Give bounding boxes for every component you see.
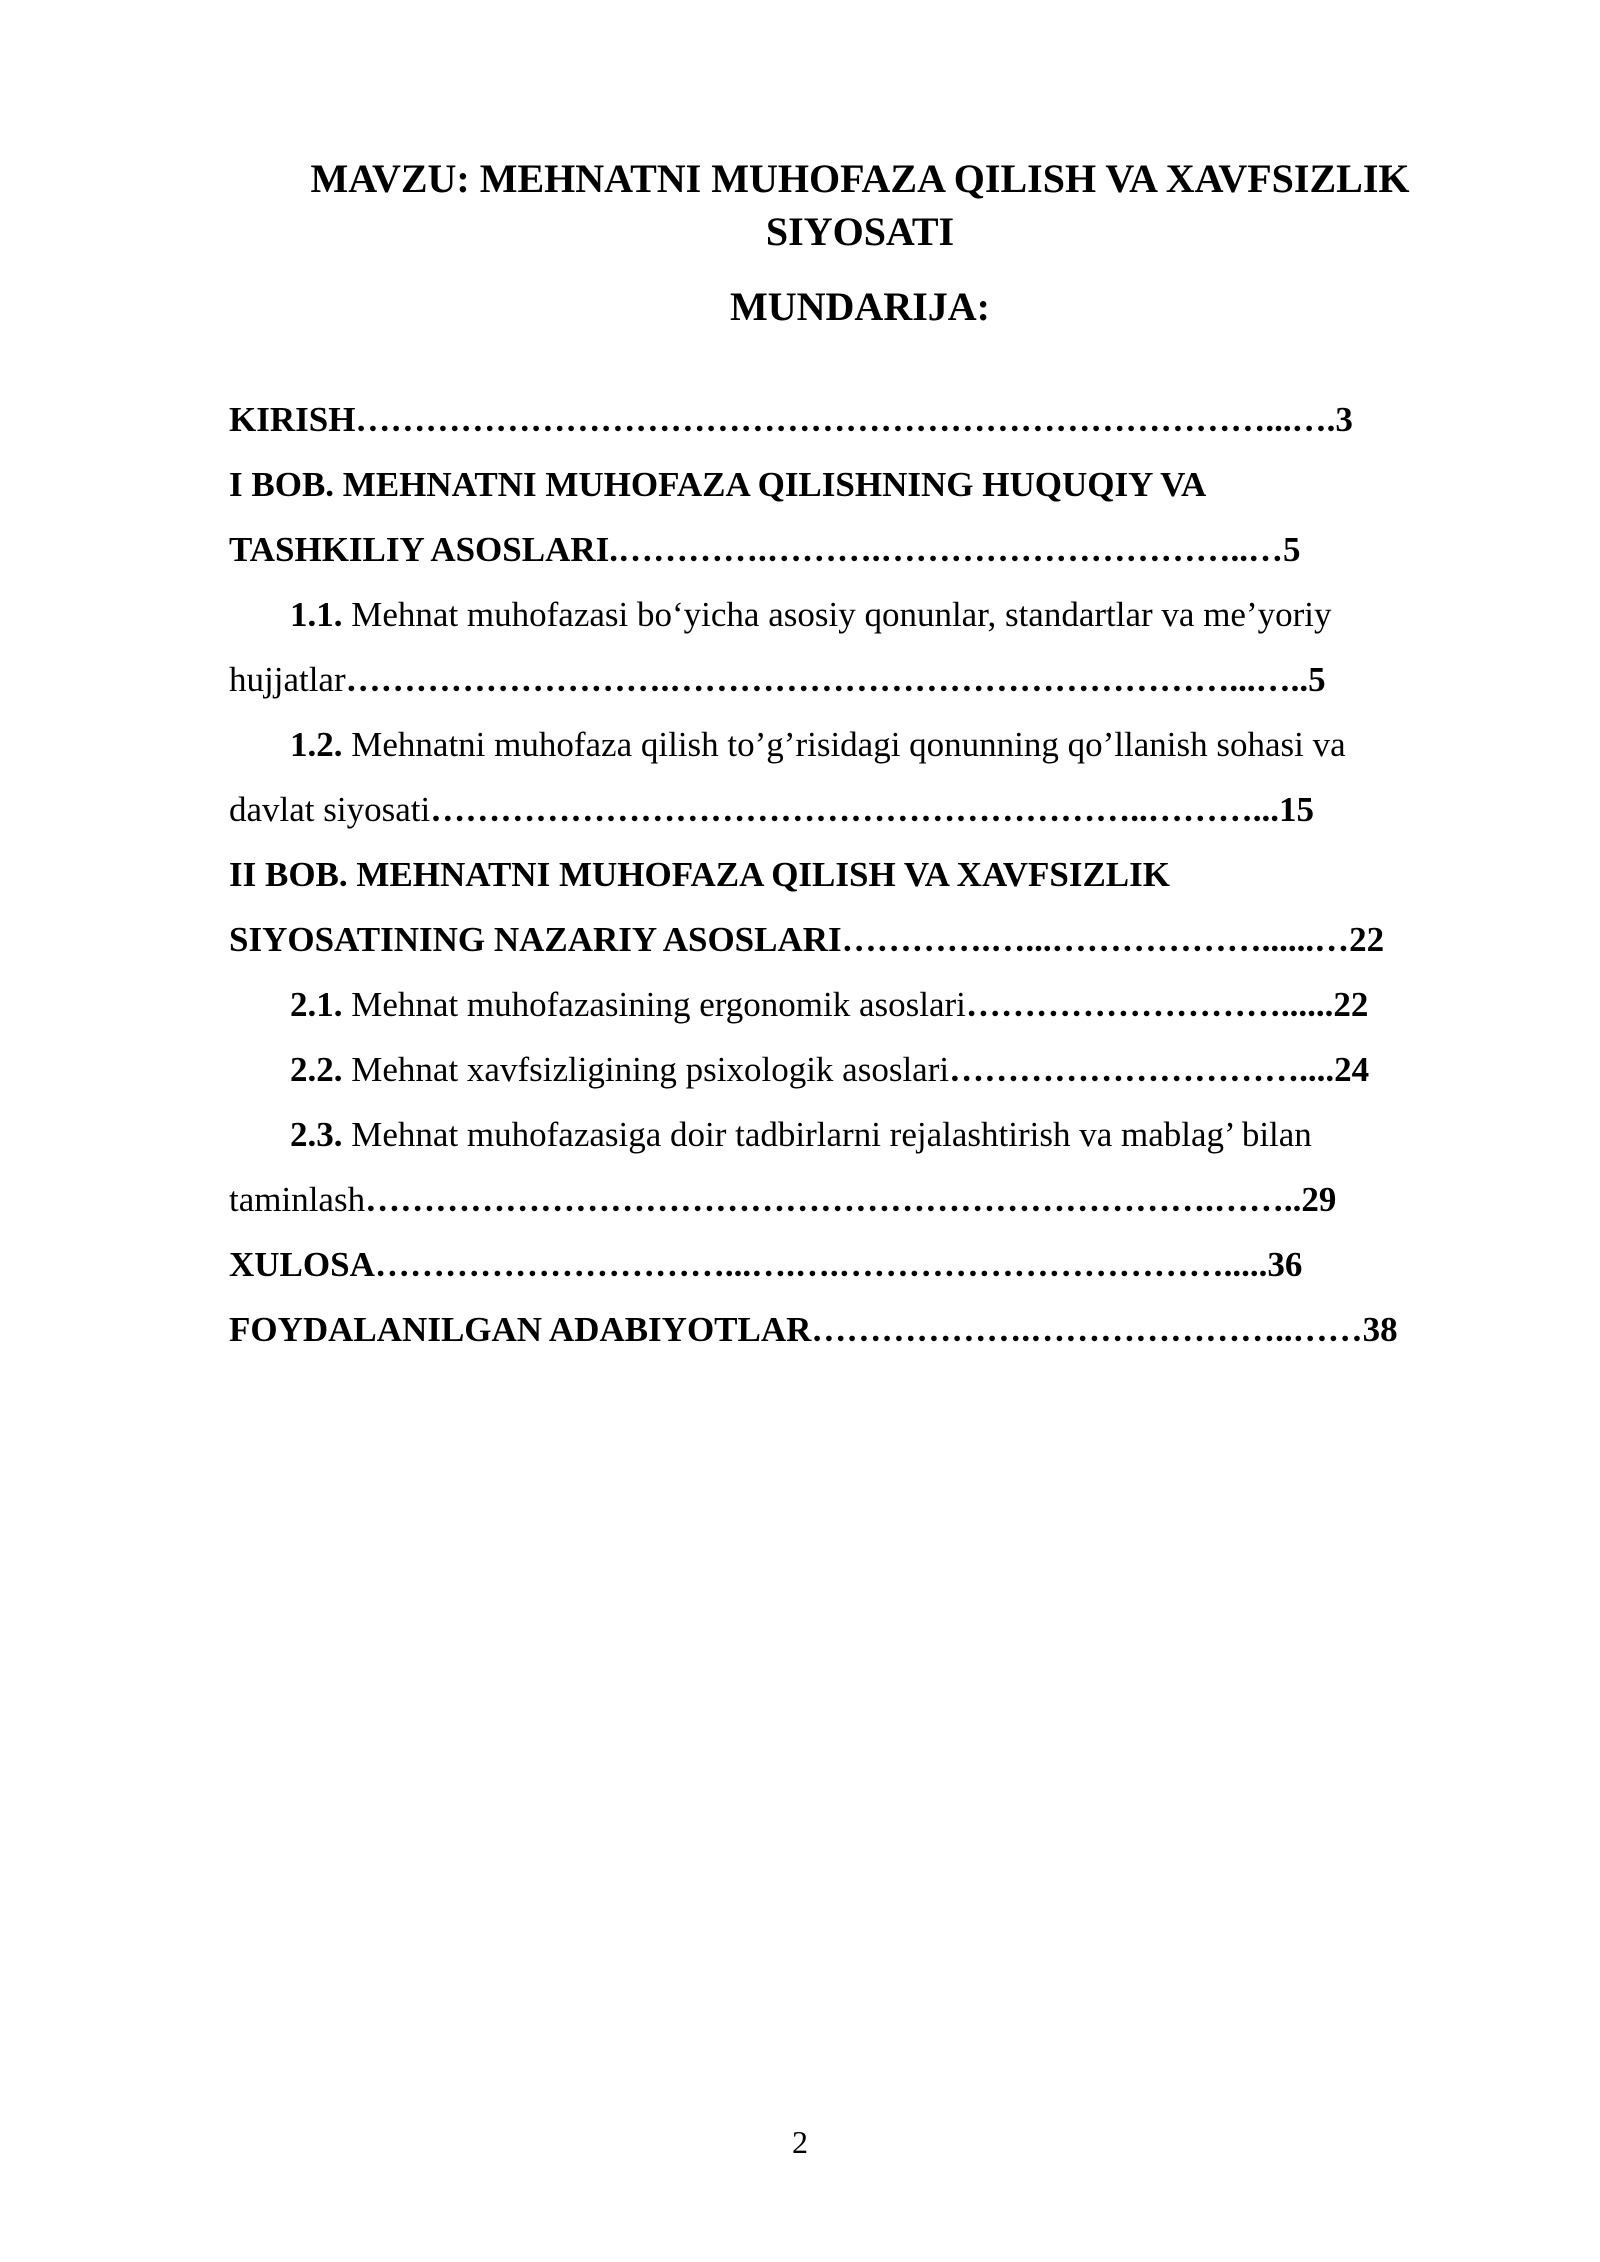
toc-entry-2-1: [229, 972, 1489, 1037]
toc-entry-1-1-line1: [229, 582, 1489, 647]
toc-entry-bob2-line1: II BOB. MEHNATNI MUHOFAZA QILISH VA XAVFSIZLIK: [229, 855, 1171, 894]
leader-dots-page: ………………………......22: [965, 985, 1369, 1024]
leader-dots-page: ……………………………………………………..………...15: [430, 790, 1314, 829]
toc-entry-2-2: [229, 1037, 1489, 1102]
toc-entry-foydalanilgan-adabiyotlar: FOYDALANILGAN ADABIYOTLAR……………….…………………..……38: [229, 1310, 1398, 1349]
page-number: 2: [792, 2124, 808, 2160]
section-title: Mehnat xavfsizligining psixologik asoslari: [342, 1050, 950, 1089]
toc-entry-bob2-line2: SIYOSATINING NAZARIY ASOSLARI………….…...………………......…22: [229, 920, 1385, 959]
section-number: 2.1.: [290, 985, 343, 1024]
leader-dots-page: ……………………….…………………………………………...…..5: [345, 660, 1326, 699]
toc-entry-2-3-line2: [229, 1167, 1489, 1232]
toc-entry-bob1-line2: TASHKILIY ASOSLARI.………….……….…………………………..…5: [229, 530, 1301, 569]
section-number: 2.3.: [290, 1115, 343, 1154]
section-title-cont: davlat siyosati: [229, 790, 431, 829]
section-number: 2.2.: [290, 1050, 343, 1089]
section-title-cont: hujjatlar: [229, 660, 346, 699]
toc-entry-bob1-line1: I BOB. MEHNATNI MUHOFAZA QILISHNING HUQUQIY VA: [229, 465, 1207, 504]
table-of-contents: [229, 387, 1489, 1362]
toc-entry-1-2-line1: [229, 712, 1489, 777]
toc-entry-xulosa: XULOSA…………………………...….….…………………………….....36: [229, 1245, 1303, 1284]
section-title-cont: taminlash: [229, 1180, 366, 1219]
toc-entry-1-1-line2: [229, 647, 1489, 712]
toc-entry-1-2-line2: [229, 777, 1489, 842]
section-title: Mehnat muhofazasining ergonomik asoslari: [342, 985, 966, 1024]
title-line-1: MAVZU: MEHNATNI MUHOFAZA QILISH VA XAVFSIZLIK: [310, 156, 1410, 201]
section-number: 1.2.: [290, 725, 343, 764]
section-title: Mehnat muhofazasiga doir tadbirlarni rejalashtirish va mablag’ bilan: [342, 1115, 1312, 1154]
toc-heading: MUNDARIJA:: [730, 284, 990, 329]
leader-dots-page: ……………………………………………………………….……..29: [365, 1180, 1337, 1219]
toc-entry-2-3-line1: [229, 1102, 1489, 1167]
document-title: [230, 152, 1490, 258]
section-number: 1.1.: [290, 595, 343, 634]
toc-entry-kirish: KIRISH……………………………………………………………………...….3: [229, 400, 1353, 439]
leader-dots-page: …………………………....24: [949, 1050, 1370, 1089]
section-title: Mehnatni muhofaza qilish to’g’risidagi qonunning qo’llanish sohasi va: [342, 725, 1346, 764]
section-title: Mehnat muhofazasi bo‘yicha asosiy qonunlar, standartlar va me’yoriy: [342, 595, 1332, 634]
title-line-2: SIYOSATI: [765, 209, 955, 254]
